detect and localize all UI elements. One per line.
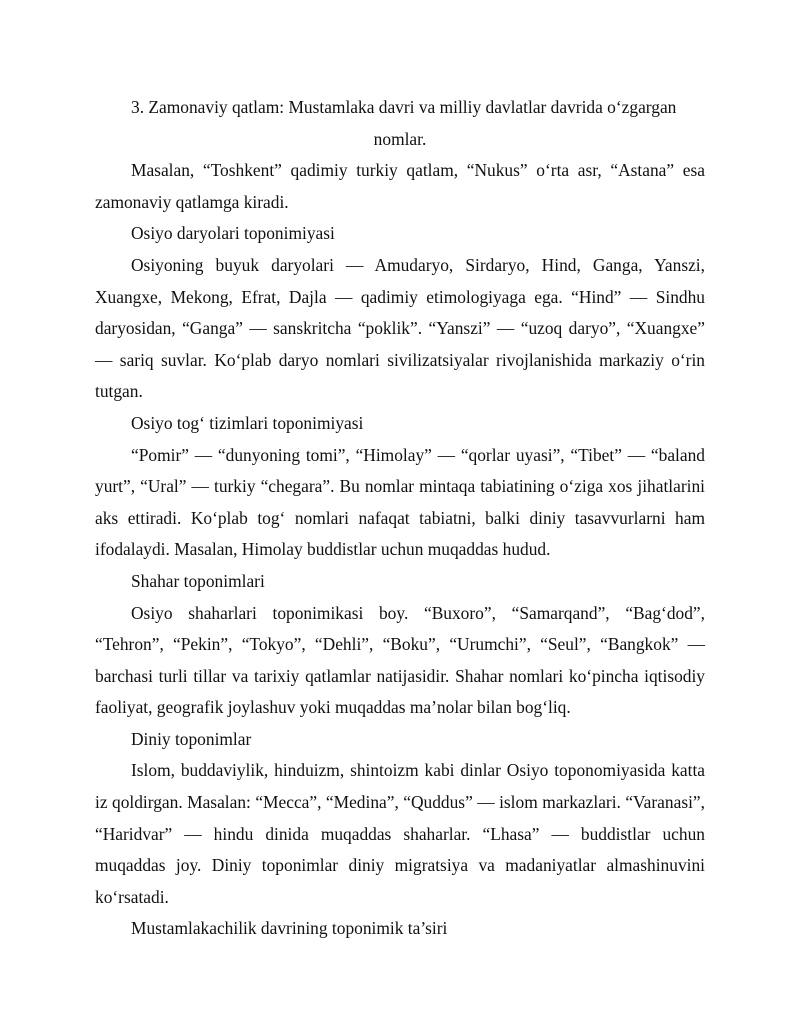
document-page [95, 92, 705, 945]
heading-mountains: Osiyo tog‘ tizimlari toponimiyasi [131, 412, 364, 433]
list-item-modern-layer-continuation: nomlar. [373, 128, 427, 149]
heading-cities: Shahar toponimlari [131, 570, 265, 591]
paragraph-cities: Osiyo shaharlari toponimikasi boy. “Buxoro”, “Samarqand”, “Bag‘dod”, “Tehron”, “Pekin”, “Tokyo”, “Dehli”, “Boku”, “Urumchi”, “Seul”, “Bangkok” — barchasi turli tillar va tarixiy qatlamlar natijasidir. Shahar nomlari ko‘pincha iqtisodiy faoliyat, geografik joylashuv yoki muqaddas ma’nolar bilan bog‘liq. [95, 602, 705, 718]
list-item-modern-layer: 3. Zamonaviy qatlam: Mustamlaka davri va milliy davlatlar davrida o‘zgargan [131, 97, 677, 117]
paragraph-example-layers: Masalan, “Toshkent” qadimiy turkiy qatlam, “Nukus” o‘rta asr, “Astana” esa zamonaviy qatlamga kiradi. [95, 160, 705, 212]
paragraph-religious: Islom, buddaviylik, hinduizm, shintoizm kabi dinlar Osiyo toponomiyasida katta iz qoldirgan. Masalan: “Mecca”, “Medina”, “Quddus” — islom markazlari. “Varanasi”, “Haridvar” — hindu dinida muqaddas shaharlar. “Lhasa” — buddistlar uchun muqaddas joy. Diniy toponimlar diniy migratsiya va madaniyatlar almashinuvini ko‘rsatadi. [95, 760, 705, 907]
heading-religious: Diniy toponimlar [131, 728, 252, 749]
paragraph-mountains: “Pomir” — “dunyoning tomi”, “Himolay” — “qorlar uyasi”, “Tibet” — “baland yurt”, “Ural” — turkiy “chegara”. Bu nomlar mintaqa tabiatining o‘ziga xos jihatlarini aks ettiradi. Ko‘plab tog‘ nomlari nafaqat tabiatni, balki diniy tasavvurlarni ham ifodalaydi. Masalan, Himolay buddistlar uchun muqaddas hudud. [95, 444, 705, 560]
heading-rivers: Osiyo daryolari toponimiyasi [131, 223, 335, 244]
heading-colonial: Mustamlakachilik davrining toponimik ta’siri [131, 918, 448, 939]
paragraph-rivers: Osiyoning buyuk daryolari — Amudaryo, Sirdaryo, Hind, Ganga, Yanszi, Xuangxe, Mekong, Efrat, Dajla — qadimiy etimologiyaga ega. “Hind” — Sindhu daryosidan, “Ganga” — sanskritcha “poklik”. “Yanszi” — “uzoq daryo”, “Xuangxe” — sariq suvlar. Ko‘plab daryo nomlari sivilizatsiyalar rivojlanishida markaziy o‘rin tutgan. [95, 254, 705, 402]
